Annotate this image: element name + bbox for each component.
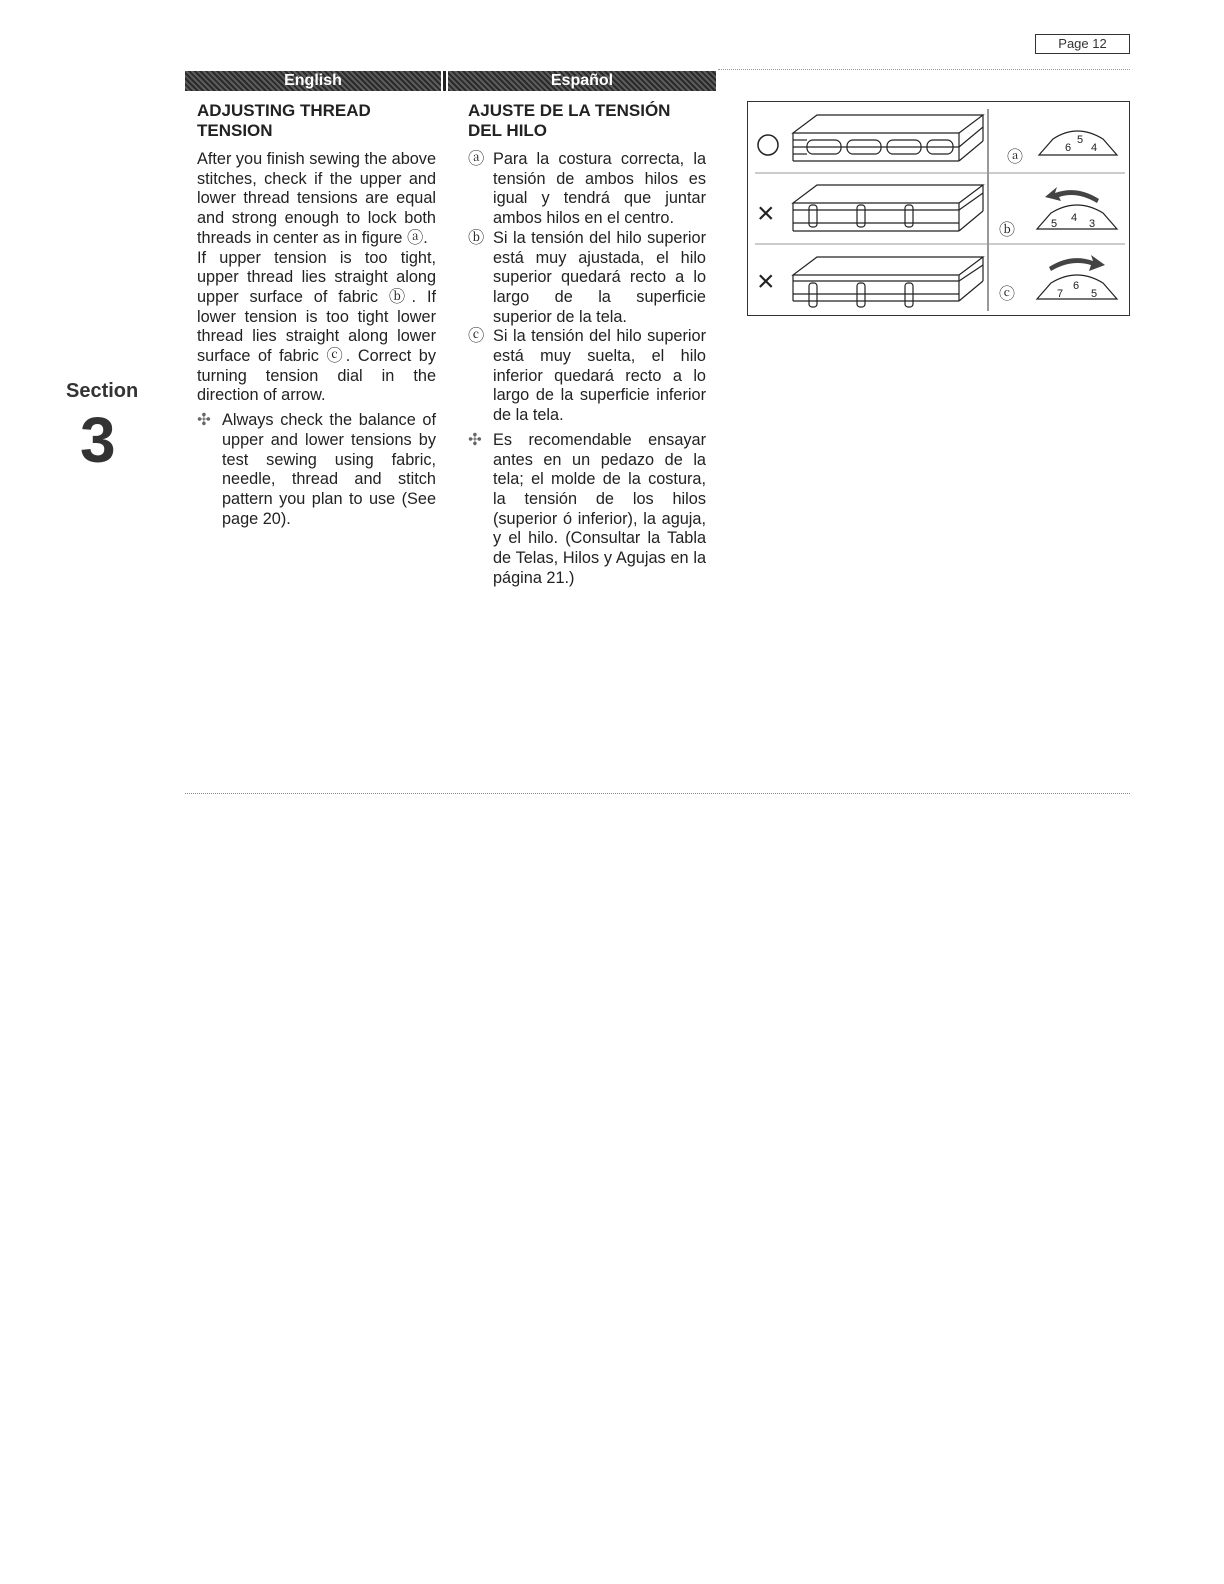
language-header-english xyxy=(185,71,441,91)
item-marker: ⓒ xyxy=(468,327,485,346)
spanish-item-text: Si la tensión del hilo superior está muy ajustada, el hilo superior quedará recto a lo largo de la superficie superior de la tela. xyxy=(493,228,706,326)
spanish-item-text: Si la tensión del hilo superior está muy suelta, el hilo inferior quedará recto a lo largo de la superficie inferior de la tela. xyxy=(493,327,706,425)
dial-digit: 5 xyxy=(1051,218,1058,230)
section-number: 3 xyxy=(80,404,116,476)
spanish-column xyxy=(468,101,706,588)
section-label: Section xyxy=(66,380,139,402)
figure-label-a: ⓐ xyxy=(1007,149,1024,166)
english-label: English xyxy=(284,72,342,89)
incorrect-x-icon: × xyxy=(757,197,775,230)
dial-digit: 6 xyxy=(1073,280,1080,292)
english-column xyxy=(197,101,436,529)
spanish-label: Español xyxy=(550,72,614,89)
bottom-rule xyxy=(185,793,1130,794)
spanish-item-b xyxy=(468,229,706,328)
dial-digit: 6 xyxy=(1065,142,1072,154)
thread-tension-figure xyxy=(747,101,1130,316)
english-paragraph-2: If upper tension is too tight, upper thread lies straight along upper surface of fabric ⓑ. If lower tension is too tight lower thread lies straight along lower surface of fabric ⓒ. Correct by turning tension dial in the direction of arrow. xyxy=(197,248,436,405)
english-note-text: Always check the balance of upper and lower tensions by test sewing using fabric, needle, thread and stitch pattern you plan to use (See page 20). xyxy=(222,411,436,528)
english-note xyxy=(197,411,436,529)
spanish-item-c xyxy=(468,327,706,426)
item-marker: ⓐ xyxy=(468,150,485,168)
incorrect-x-icon: × xyxy=(757,265,775,298)
item-marker: ⓑ xyxy=(468,228,485,247)
spanish-note-text: Es recomendable ensayar antes en un pedazo de la tela; el molde de la costura, la tensión de los hilos (superior ó inferior), la aguja, y el hilo. (Consultar la Tabla de Telas, Hilos y Agujas en la página 21.) xyxy=(493,430,706,587)
english-paragraph-1: After you finish sewing the above stitches, check if the upper and lower thread tensions are equal and strong enough to lock both threads in center as in figure ⓐ. xyxy=(197,150,436,247)
spanish-heading: AJUSTE DE LA TENSIÓN DEL HILO xyxy=(468,101,671,140)
figure-label-b: ⓑ xyxy=(999,222,1016,239)
spanish-item-text: Para la costura correcta, la tensión de ambos hilos es igual y tendrá que juntar ambos hilos en el centro. xyxy=(493,150,706,228)
figure-label-c: ⓒ xyxy=(999,286,1016,303)
dial-digit: 4 xyxy=(1071,212,1078,224)
spanish-item-a xyxy=(468,150,706,229)
dial-digit: 7 xyxy=(1057,288,1064,300)
english-heading: ADJUSTING THREAD TENSION xyxy=(197,101,371,140)
dial-digit: 5 xyxy=(1091,288,1098,300)
dial-digit: 4 xyxy=(1091,142,1098,154)
spanish-note xyxy=(468,431,706,589)
top-rule xyxy=(718,69,1130,70)
header-divider xyxy=(443,71,446,91)
note-bullet-icon: ✣ xyxy=(468,430,482,449)
dial-digit: 3 xyxy=(1089,218,1096,230)
dial-digit: 5 xyxy=(1077,134,1084,146)
note-bullet-icon: ✣ xyxy=(197,411,211,430)
page-number: Page 12 xyxy=(1035,34,1130,54)
language-header-spanish xyxy=(448,71,716,91)
